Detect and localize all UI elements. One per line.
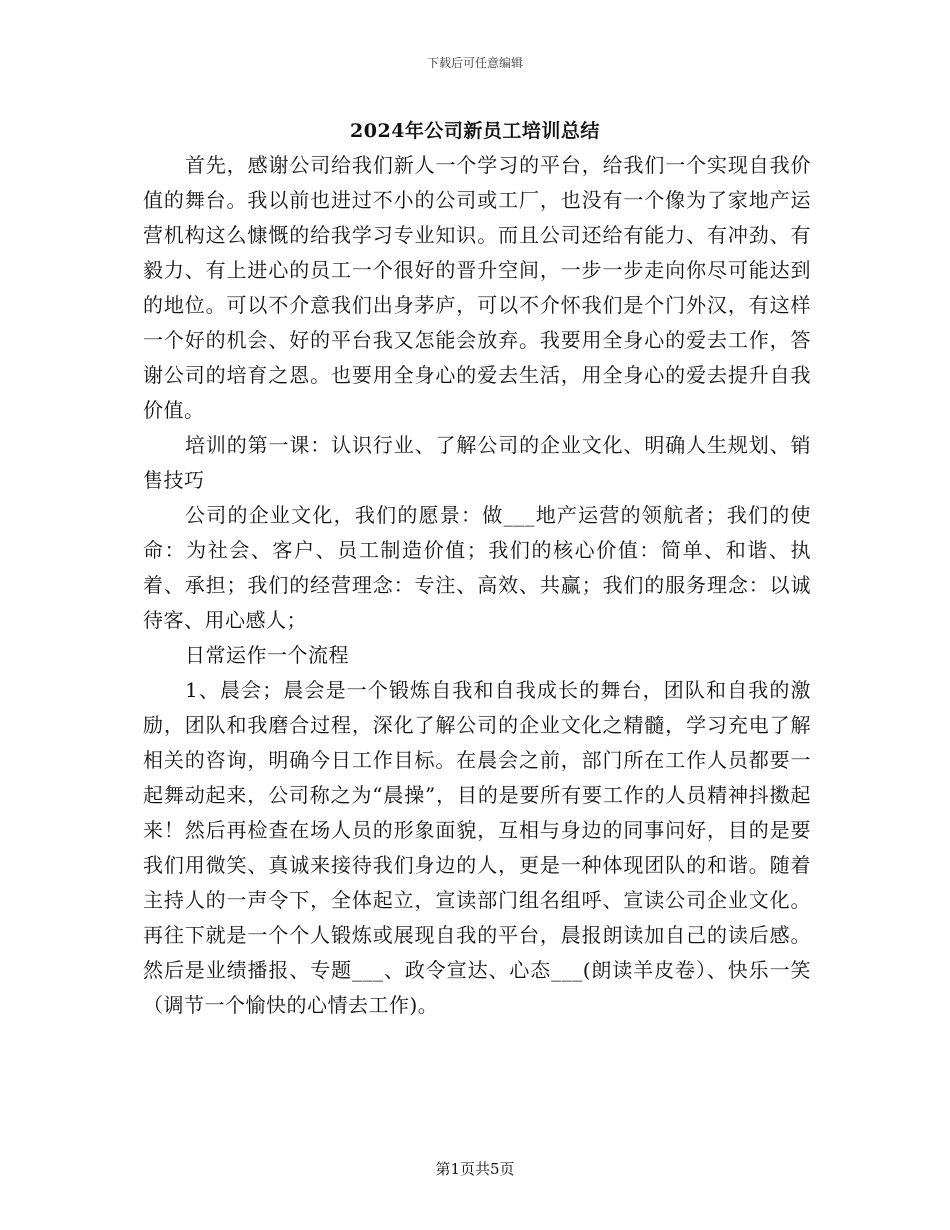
paragraph-first-lesson: 培训的第一课：认识行业、了解公司的企业文化、明确人生规划、销售技巧 (143, 433, 811, 492)
document-title: 2024年公司新员工培训总结 (350, 120, 600, 142)
page-number: 第1页共5页 (435, 1160, 515, 1178)
paragraph-corporate-culture: 公司的企业文化，我们的愿景：做___地产运营的领航者；我们的使命：为社会、客户、员工制造价值；我们的核心价值：简单、和谐、执着、承担；我们的经营理念：专注、高效、共赢；我们的服务理念：以诚待客、用心感人； (143, 503, 811, 632)
paragraph-morning-meeting: 1、晨会；晨会是一个锻炼自我和自我成长的舞台，团队和自我的激励，团队和我磨合过程，深化了解公司的企业文化之精髓，学习充电了解相关的咨询，明确今日工作目标。在晨会之前，部门所在工作人员都要一起舞动起来，公司称之为“晨操”，目的是要所有要工作的人员精神抖擞起来！然后再检查在场人员的形象面貌，互相与身边的同事问好，目的是要我们用微笑、真诚来接待我们身边的人，更是一种体现团队的和谐。随着主持人的一声令下，全体起立，宣读部门组名组呼、宣读公司企业文化。再往下就是一个个人锻炼或展现自我的平台，晨报朗读加自己的读后感。然后是业绩播报、专题___、政令宣达、心态___(朗读羊皮卷）、快乐一笑（调节一个愉快的心情去工作)。 (143, 678, 811, 1017)
page-header-note: 下载后可任意编辑 (426, 56, 523, 70)
paragraph-intro: 首先，感谢公司给我们新人一个学习的平台，给我们一个实现自我价值的舞台。我以前也进过不小的公司或工厂，也没有一个像为了家地产运营机构这么慷慨的给我学习专业知识。而且公司还给有能力、有冲劲、有毅力、有上进心的员工一个很好的晋升空间，一步一步走向你尽可能达到的地位。可以不介意我们出身茅庐，可以不介怀我们是个门外汉，有这样一个好的机会、好的平台我又怎能会放弃。我要用全身心的爱去工作，答谢公司的培育之恩。也要用全身心的爱去生活，用全身心的爱去提升自我价值。 (143, 153, 811, 422)
document-body (143, 148, 811, 1023)
paragraph-daily-process-heading: 日常运作一个流程 (185, 643, 349, 667)
